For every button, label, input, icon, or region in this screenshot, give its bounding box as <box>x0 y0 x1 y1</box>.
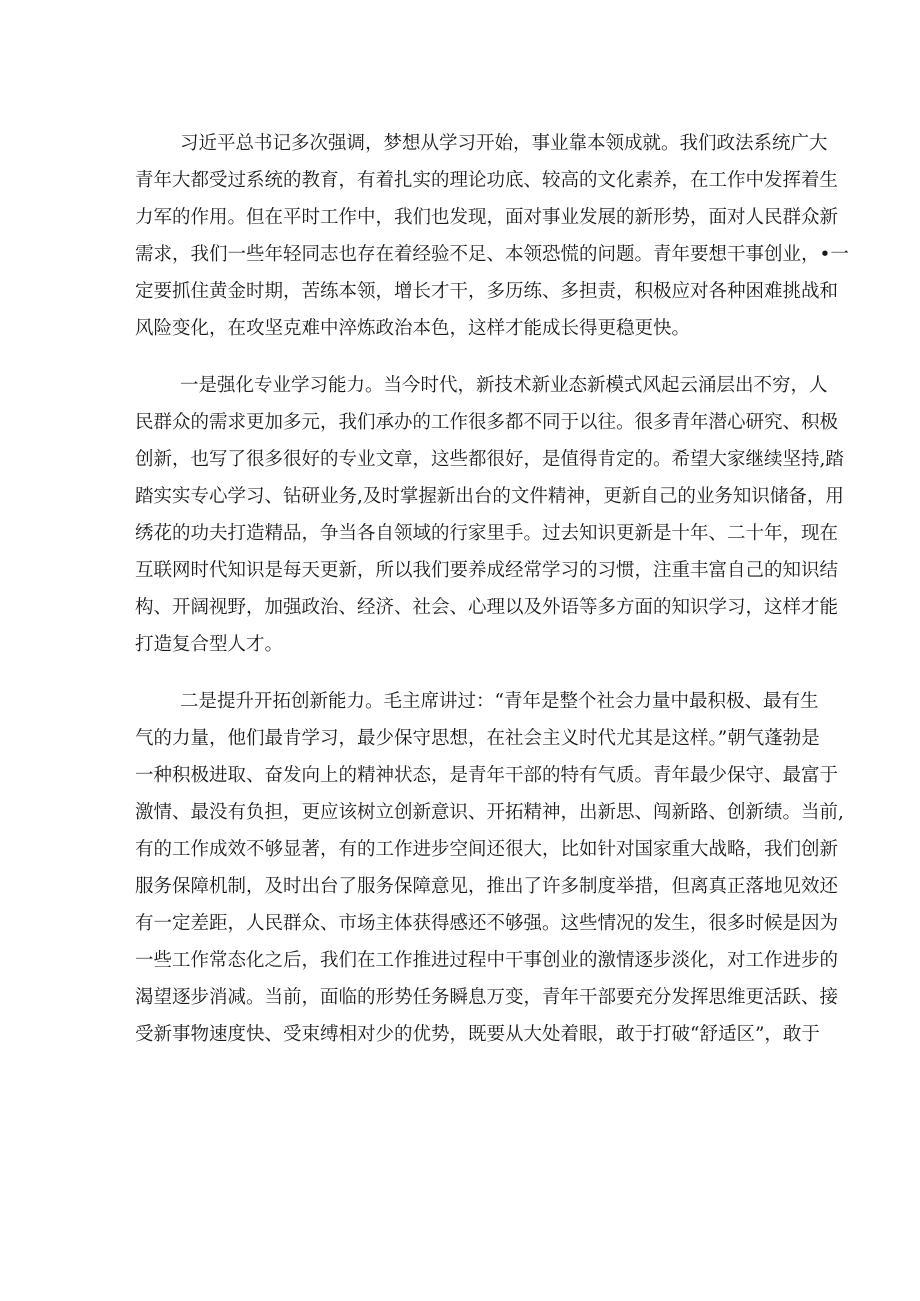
paragraph-line: 有的工作成效不够显著，有的工作进步空间还很大，比如针对国家重大战略，我们创新 <box>135 839 839 860</box>
paragraph-line: 互联网时代知识是每天更新，所以我们要养成经常学习的习惯，注重丰富自己的知识结 <box>135 560 839 581</box>
paragraph-line: 习近平总书记多次强调，梦想从学习开始，事业靠本领成就。我们政法系统广大 <box>180 133 828 154</box>
paragraph-line: 青年大都受过系统的教育，有着扎实的理论功底、较高的文化素养，在工作中发挥着生 <box>135 170 839 191</box>
paragraph-line: 构、开阔视野，加强政治、经济、社会、心理以及外语等多方面的知识学习，这样才能 <box>135 597 839 618</box>
paragraph-line: 定要抓住黄金时期，苦练本领，增长才干，多历练、多担责，积极应对各种困难挑战和 <box>135 281 839 302</box>
paragraph-line: 创新，也写了很多很好的专业文章，这些都很好，是值得肯定的。希望大家继续坚持,踏 <box>135 449 844 470</box>
paragraph-line: 踏实实专心学习、钻研业务,及时掌握新出台的文件精神，更新自己的业务知识储备，用 <box>135 486 844 507</box>
paragraph-line: 服务保障机制，及时出台了服务保障意见，推出了许多制度举措，但离真正落地见效还 <box>135 876 839 897</box>
paragraph-line: 风险变化，在攻坚克难中淬炼政治本色，这样才能成长得更稳更快。 <box>135 318 691 339</box>
paragraph-line: 一是强化专业学习能力。当今时代，新技术新业态新模式风起云涌层出不穷，人 <box>180 375 828 396</box>
paragraph-line: 受新事物速度快、受束缚相对少的优势，既要从大处着眼，敢于打破“舒适区”，敢于 <box>135 1024 820 1045</box>
paragraph-line: 一些工作常态化之后，我们在工作推进过程中干事创业的激情逐步淡化，对工作进步的 <box>135 950 839 971</box>
paragraph-line: 力军的作用。但在平时工作中，我们也发现，面对事业发展的新形势，面对人民群众新 <box>135 207 839 228</box>
paragraph-line: 激情、最没有负担，更应该树立创新意识、开拓精神，出新思、闯新路、创新绩。当前, <box>135 802 844 823</box>
paragraph-line: 民群众的需求更加多元，我们承办的工作很多都不同于以往。很多青年潜心研究、积极 <box>135 412 839 433</box>
paragraph-line: 一种积极进取、奋发向上的精神状态，是青年干部的特有气质。青年最少保守、最富于 <box>135 765 839 786</box>
paragraph-line: 渴望逐步消减。当前，面临的形势任务瞬息万变，青年干部要充分发挥思维更活跃、接 <box>135 987 839 1008</box>
paragraph-line: 气的力量，他们最肯学习，最少保守思想，在社会主义时代尤其是这样。”朝气蓬勃是 <box>135 728 820 749</box>
paragraph-line: 有一定差距，人民群众、市场主体获得感还不够强。这些情况的发生，很多时候是因为 <box>135 913 839 934</box>
paragraph-line: 打造复合型人才。 <box>135 634 284 655</box>
paragraph-line: 二是提升开拓创新能力。毛主席讲过：“青年是整个社会力量中最积极、最有生 <box>180 691 819 712</box>
paragraph-line: 绣花的功夫打造精品，争当各自领域的行家里手。过去知识更新是十年、二十年，现在 <box>135 523 839 544</box>
paragraph-line: 需求，我们一些年轻同志也存在着经验不足、本领恐慌的问题。青年要想干事创业，•一 <box>135 244 849 265</box>
